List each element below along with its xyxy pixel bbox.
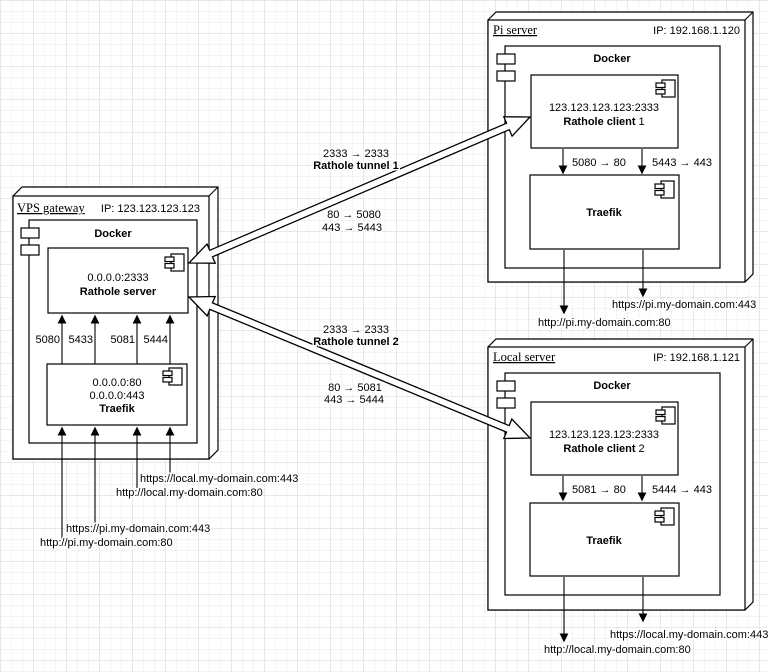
rathole-client-number: 2 [638,443,645,455]
vps-traefik-address-http: 0.0.0.0:80 [92,377,142,389]
local-url-https: https://local.my-domain.com:443 [610,629,768,641]
tunnel-1-map-http: 80 → 5080 [327,209,381,221]
local-title: Local server [493,350,556,364]
tunnel-1-ports: 2333 → 2333 [322,148,390,160]
tunnel-2-ports: 2333 → 2333 [322,324,390,336]
pi-title: Pi server [493,23,538,37]
rathole-client-1-address: 123.123.123.123:2333 [548,102,660,114]
pi-docker-label: Docker [593,53,631,65]
vps-traefik-name: Traefik [99,403,135,415]
tunnel-1-name: Rathole tunnel 1 [313,160,399,172]
rathole-client-2-address: 123.123.123.123:2333 [548,429,660,441]
local-port-map-http: 5081 → 80 [572,484,626,496]
incoming-url-label: http://pi.my-domain.com:80 [40,537,173,549]
pi-server-node [488,12,753,282]
vps-port-label: 5081 [110,334,135,346]
vps-ip: IP: 123.123.123.123 [100,203,200,215]
local-url-http: http://local.my-domain.com:80 [544,644,691,656]
vps-docker-label: Docker [94,228,132,240]
vps-port-label: 5080 [35,334,60,346]
incoming-url-label: http://local.my-domain.com:80 [116,487,263,499]
tunnel-2-map-http: 80 → 5081 [328,382,382,394]
local-port-map-https: 5444 → 443 [652,484,712,496]
tunnel-2-map-https: 443 → 5444 [324,394,384,406]
vps-gateway-node [13,187,218,459]
tunnel-2-double-arrow [189,297,530,439]
rathole-client-number: 1 [638,116,645,128]
rathole-tunnel-2 [189,297,530,439]
incoming-url-label: https://local.my-domain.com:443 [140,473,299,485]
vps-title: VPS gateway [17,201,85,215]
rathole-client-name-text: Rathole client [563,443,636,455]
pi-port-map-http: 5080 → 80 [572,157,626,169]
rathole-client-name-text: Rathole client [563,116,636,128]
tunnel-1-double-arrow [189,117,530,263]
tunnel-2-name: Rathole tunnel 2 [313,336,399,348]
rathole-server-address: 0.0.0.0:2333 [87,272,149,284]
pi-url-https: https://pi.my-domain.com:443 [612,299,757,311]
rathole-client-2-name [563,443,644,455]
local-server-node [488,339,753,610]
local-docker-label: Docker [593,380,631,392]
incoming-url-label: https://pi.my-domain.com:443 [66,523,211,535]
vps-port-label: 5444 [143,334,168,346]
pi-port-map-https: 5443 → 443 [652,157,712,169]
vps-port-label: 5433 [68,334,93,346]
rathole-client-1-name [563,116,644,128]
pi-traefik-name: Traefik [586,207,622,219]
local-traefik-name: Traefik [586,535,622,547]
pi-ip: IP: 192.168.1.120 [653,25,740,37]
rathole-tunnel-1 [189,117,530,263]
rathole-server-name: Rathole server [79,286,157,298]
vps-traefik-address-https: 0.0.0.0:443 [89,390,145,402]
local-ip: IP: 192.168.1.121 [653,352,740,364]
pi-url-http: http://pi.my-domain.com:80 [538,317,671,329]
tunnel-1-map-https: 443 → 5443 [322,222,382,234]
